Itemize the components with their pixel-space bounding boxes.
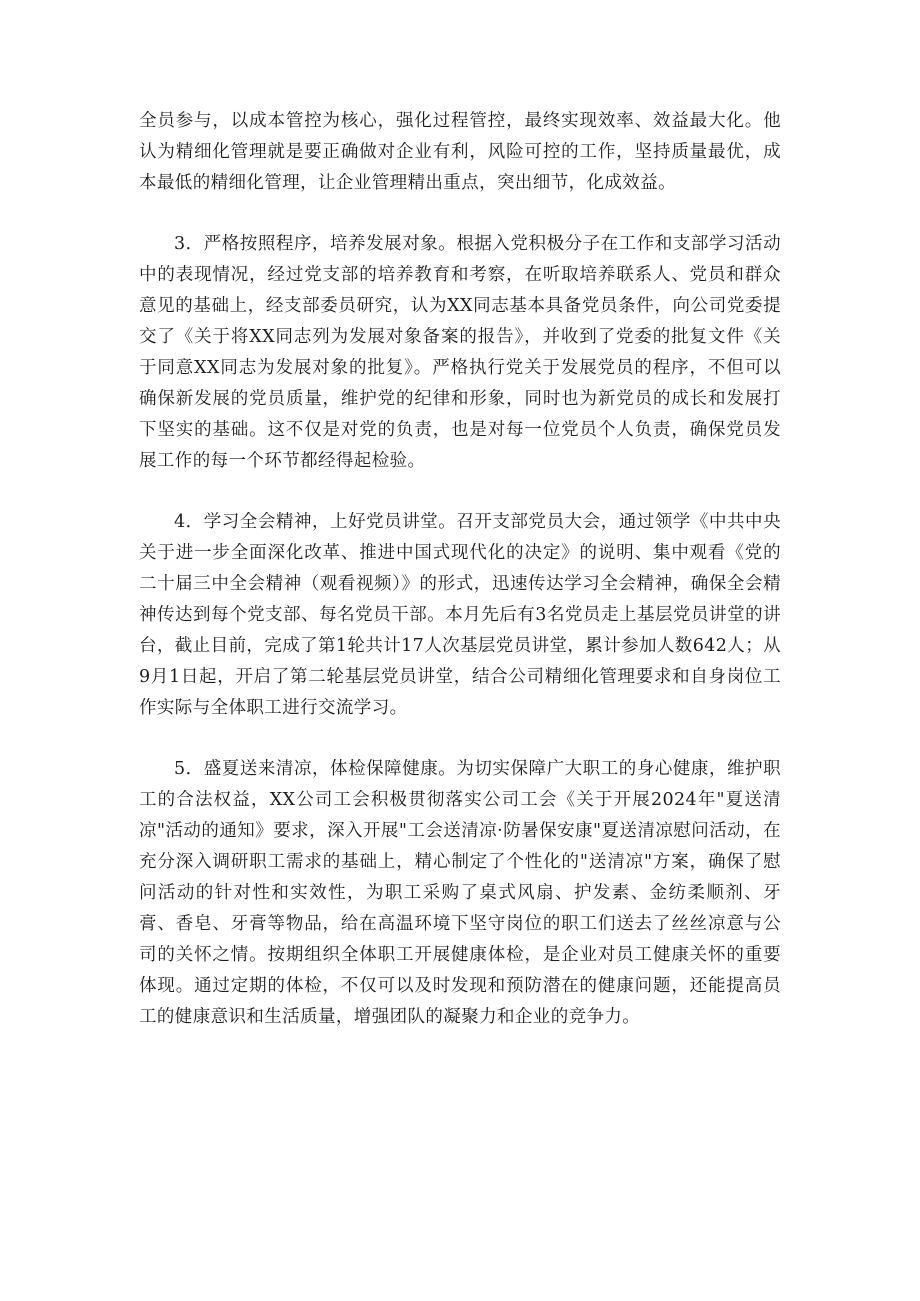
paragraph-gap — [139, 199, 781, 229]
paragraph-gap — [139, 477, 781, 507]
paragraph-continuation: 全员参与，以成本管控为核心，强化过程管控，最终实现效率、效益最大化。他认为精细化管理就是要正确做对企业有利，风险可控的工作，坚持质量最优，成本最低的精细化管理，让企业管理精出重点，突出细节，化成效益。 — [139, 111, 781, 193]
paragraph-gap — [139, 724, 781, 754]
paragraph-item-4: 4．学习全会精神，上好党员讲堂。召开支部党员大会，通过领学《中共中央关于进一步全面深化改革、推进中国式现代化的决定》的说明、集中观看《党的二十届三中全会精神（观看视频）》的形式，迅速传达学习全会精神，确保全会精神传达到每个党支部、每名党员干部。本月先后有3名党员走上基层党员讲堂的讲台，截止目前，完成了第1轮共计17人次基层党员讲堂，累计参加人数642人；从9月1日起，开启了第二轮基层党员讲堂，结合公司精细化管理要求和自身岗位工作实际与全体职工进行交流学习。 — [139, 512, 782, 718]
paragraph-item-3: 3．严格按照程序，培养发展对象。根据入党积极分子在工作和支部学习活动中的表现情况，经过党支部的培养教育和考察，在听取培养联系人、党员和群众意见的基础上，经支部委员研究，认为XX同志基本具备党员条件，向公司党委提交了《关于将XX同志列为发展对象备案的报告》，并收到了党委的批复文件《关于同意XX同志为发展对象的批复》。严格执行党关于发展党员的程序，不但可以确保新发展的党员质量，维护党的纪律和形象，同时也为新党员的成长和发展打下坚实的基础。这不仅是对党的负责，也是对每一位党员个人负责，确保党员发展工作的每一个环节都经得起检验。 — [139, 234, 781, 471]
paragraph-item-5: 5．盛夏送来清凉，体检保障健康。为切实保障广大职工的身心健康，维护职工的合法权益，XX公司工会积极贯彻落实公司工会《关于开展2024年"夏送清凉"活动的通知》要求，深入开展"工会送清凉·防暑保安康"夏送清凉慰问活动，在充分深入调研职工需求的基础上，精心制定了个性化的"送清凉"方案，确保了慰问活动的针对性和实效性，为职工采购了桌式风扇、护发素、金纺柔顺剂、牙膏、香皂、牙膏等物品，给在高温环境下坚守岗位的职工们送去了丝丝凉意与公司的关怀之情。按期组织全体职工开展健康体检，是企业对员工健康关怀的重要体现。通过定期的体检，不仅可以及时发现和预防潜在的健康问题，还能提高员工的健康意识和生活质量，增强团队的凝聚力和企业的竞争力。 — [139, 759, 781, 1027]
